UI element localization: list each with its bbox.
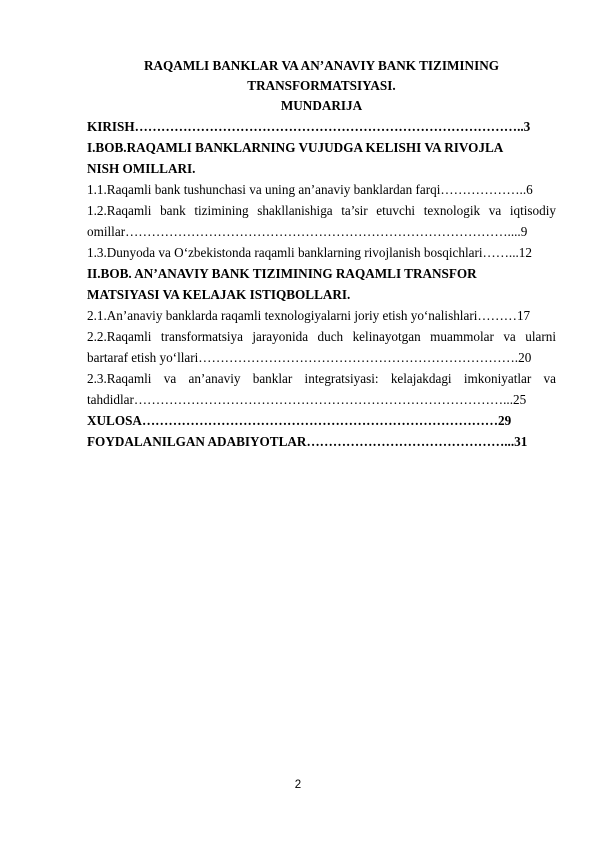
toc-entry-section-2-3[interactable] <box>87 368 556 410</box>
page-content <box>87 56 556 452</box>
toc-entry-chapter-1[interactable] <box>87 137 556 179</box>
toc-entry-section-2-1[interactable]: 2.1.An’anaviy banklarda raqamli texnologiyalarni joriy etish yo‘nalishlari………17 <box>87 308 531 323</box>
toc-entry-section-2-2[interactable] <box>87 326 556 368</box>
document-title-line-1: RAQAMLI BANKLAR VA AN’ANAVIY BANK TIZIMINING <box>143 58 499 73</box>
toc-chapter-1-line-2: NISH OMILLARI. <box>87 161 196 176</box>
toc-entry-foydalanilgan-adabiyotlar[interactable]: FOYDALANILGAN ADABIYOTLAR………………………………………...31 <box>87 434 528 449</box>
toc-section-1-2-line-2: omillar……………………………………………………………………………....9 <box>87 224 528 239</box>
toc-entry-section-1-2[interactable] <box>87 200 556 242</box>
toc-entry-section-1-3[interactable]: 1.3.Dunyoda va O‘zbekistonda raqamli banklarning rivojlanish bosqichlari……...12 <box>87 245 532 260</box>
toc-section-2-2-line-2: bartaraf etish yo‘llari……………………………………………………………….20 <box>87 350 532 365</box>
document-title-line-2: TRANSFORMATSIYASI. <box>247 78 396 93</box>
toc-heading: MUNDARIJA <box>280 98 363 113</box>
toc-entry-section-1-1[interactable]: 1.1.Raqamli bank tushunchasi va uning an’anaviy banklardan farqi………………..6 <box>87 182 533 197</box>
toc-chapter-1-line-1: I.BOB.RAQAMLI BANKLARNING VUJUDGA KELISHI VA RIVOJLA <box>87 140 504 155</box>
toc-chapter-2-line-2: MATSIYASI VA KELAJAK ISTIQBOLLARI. <box>87 287 351 302</box>
page-number: 2 <box>294 779 302 791</box>
toc-section-2-3-line-2: tahdidlar…………………………………………………………………………...25 <box>87 392 527 407</box>
toc-section-2-3-line-1: 2.3.Raqamli va an’anaviy banklar integratsiyasi: kelajakdagi imkoniyatlar va <box>87 371 556 386</box>
toc-section-2-2-line-1: 2.2.Raqamli transformatsiya jarayonida duch kelinayotgan muammolar va ularni <box>87 329 556 344</box>
toc-chapter-2-line-1: II.BOB. AN’ANAVIY BANK TIZIMINING RAQAMLI TRANSFOR <box>87 266 477 281</box>
toc-entry-chapter-2[interactable] <box>87 263 556 305</box>
toc-entry-xulosa[interactable]: XULOSA………………………………………………………………………29 <box>87 413 512 428</box>
toc-section-1-2-line-1: 1.2.Raqamli bank tizimining shakllanishiga ta’sir etuvchi texnologik va iqtisodiy <box>87 203 556 218</box>
toc-entry-kirish[interactable]: KIRISH……………………………………………………………………………..3 <box>87 119 531 134</box>
